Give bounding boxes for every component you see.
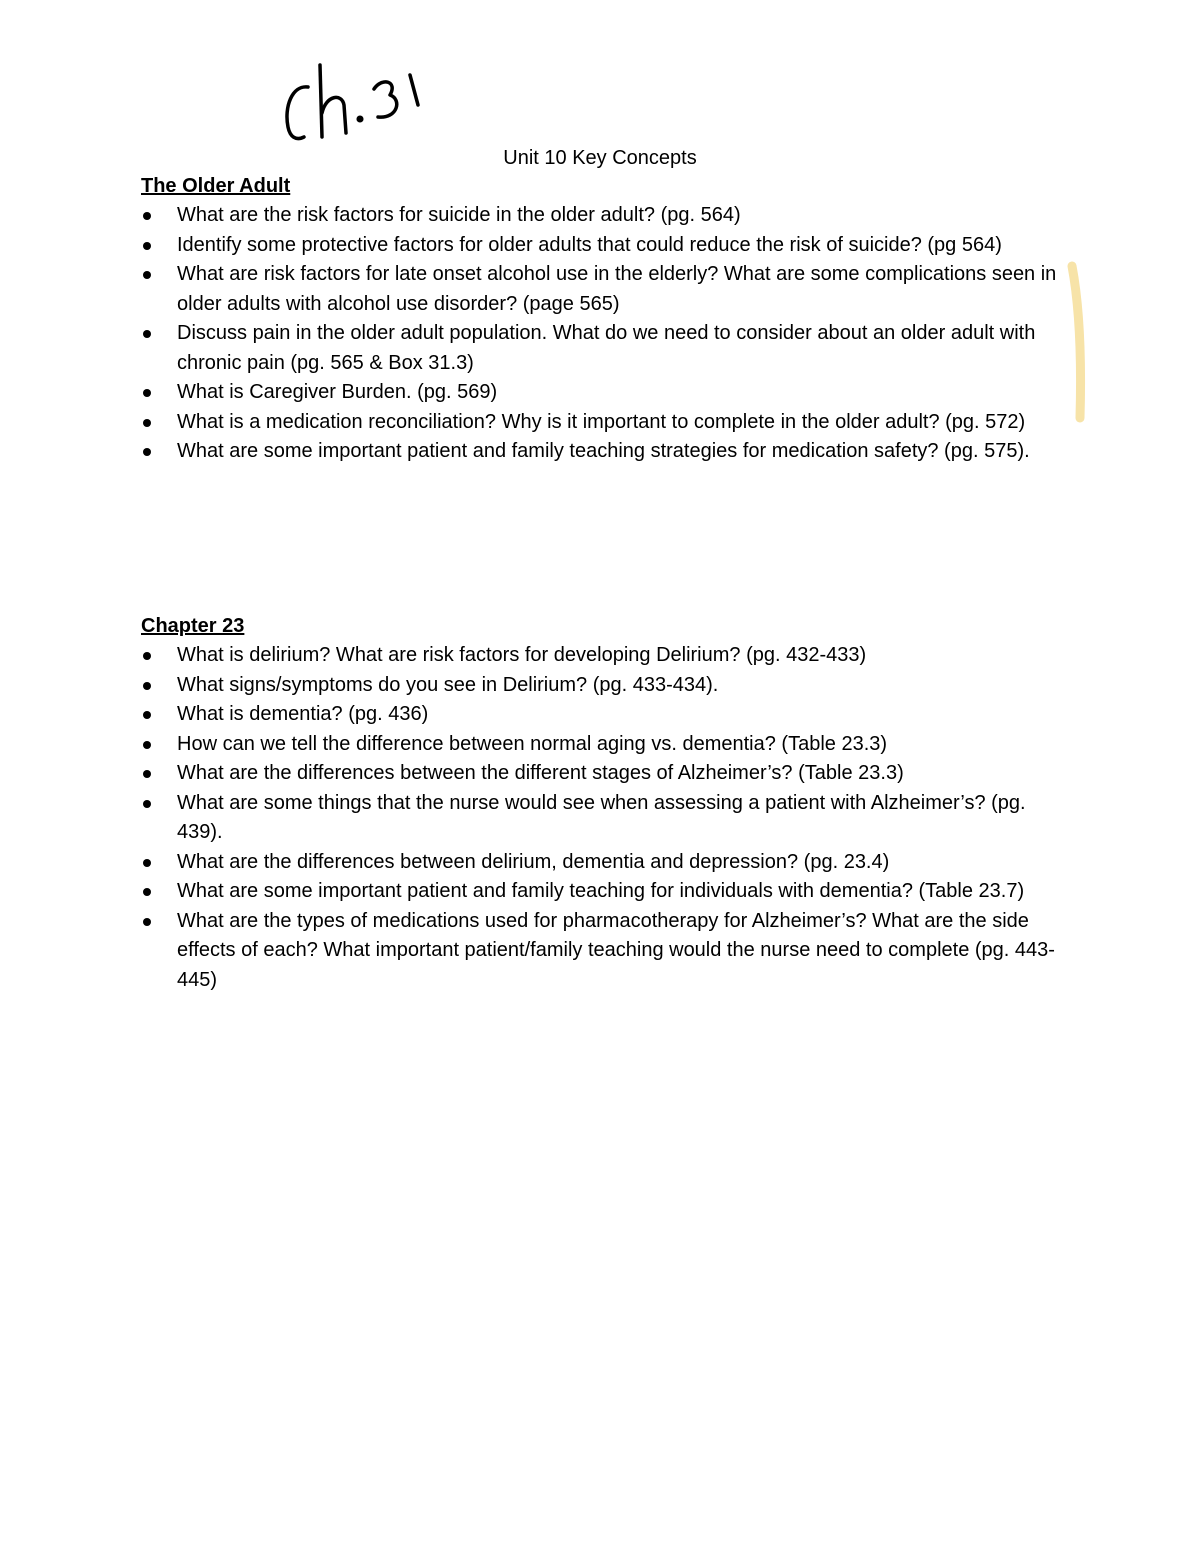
question-text: What is Caregiver Burden. (pg. 569)	[177, 381, 498, 403]
list-item	[141, 260, 1071, 319]
question-text: Discuss pain in the older adult population. What do we need to consider about an older adult with chronic pain (pg. 565 & Box 31.3)	[177, 322, 1036, 374]
list-item	[141, 201, 1071, 231]
list-item	[141, 759, 1071, 789]
bullet-icon	[143, 389, 151, 397]
question-text: What are some important patient and family teaching for individuals with dementia? (Table 23.7)	[177, 880, 1025, 902]
question-text: What are some important patient and family teaching strategies for medication safety? (pg. 575).	[177, 440, 1030, 462]
question-text: What signs/symptoms do you see in Delirium? (pg. 433-434).	[177, 673, 719, 696]
question-text: What are the differences between the different stages of Alzheimer’s? (Table 23.3)	[177, 762, 904, 784]
bullet-icon	[143, 242, 151, 250]
bullet-icon	[143, 419, 151, 427]
bullet-icon	[143, 859, 151, 867]
bullet-icon	[143, 888, 151, 896]
bullet-icon	[143, 330, 151, 338]
section-heading-older-adult: The Older Adult	[141, 175, 291, 197]
list-item	[141, 877, 1071, 907]
document-title: Unit 10 Key Concepts	[503, 147, 697, 169]
question-text: Identify some protective factors for older adults that could reduce the risk of suicide? (pg 564)	[177, 233, 1002, 256]
question-text: What is a medication reconciliation? Why is it important to complete in the older adult? (pg. 572)	[177, 410, 1026, 433]
question-text: What is delirium? What are risk factors for developing Delirium? (pg. 432-433)	[177, 644, 867, 666]
list-item	[141, 700, 1071, 730]
question-text: How can we tell the difference between normal aging vs. dementia? (Table 23.3)	[177, 732, 888, 755]
bullet-icon	[143, 271, 151, 279]
list-item	[141, 437, 1071, 467]
question-text: What are the risk factors for suicide in the older adult? (pg. 564)	[177, 204, 741, 226]
list-item	[141, 408, 1071, 438]
bullet-icon	[143, 770, 151, 778]
bullet-icon	[143, 711, 151, 719]
older-adult-question-list	[141, 201, 1071, 467]
question-text: What is dementia? (pg. 436)	[177, 703, 429, 725]
bullet-icon	[143, 800, 151, 808]
section-heading-chapter-23: Chapter 23	[141, 615, 245, 637]
question-text: What are the types of medications used for pharmacotherapy for Alzheimer’s? What are the side effects of each? What important patient/family teaching would the nurse need to complete (pg. 443-445)	[177, 909, 1055, 991]
bullet-icon	[143, 212, 151, 220]
list-item	[141, 378, 1071, 408]
bullet-icon	[143, 652, 151, 660]
bullet-icon	[143, 682, 151, 690]
list-item	[141, 231, 1071, 261]
bullet-icon	[143, 448, 151, 456]
list-item	[141, 730, 1071, 760]
chapter-23-question-list	[141, 641, 1071, 995]
bullet-icon	[143, 918, 151, 926]
list-item	[141, 671, 1071, 701]
list-item	[141, 641, 1071, 671]
question-text: What are some things that the nurse would see when assessing a patient with Alzheimer’s? (pg. 439).	[177, 791, 1026, 843]
list-item	[141, 789, 1071, 848]
handwritten-chapter-note	[270, 55, 430, 150]
question-text: What are the differences between delirium, dementia and depression? (pg. 23.4)	[177, 850, 890, 873]
list-item	[141, 319, 1071, 378]
bullet-icon	[143, 741, 151, 749]
list-item	[141, 848, 1071, 878]
list-item	[141, 907, 1071, 996]
question-text: What are risk factors for late onset alcohol use in the elderly? What are some complications seen in older adults with alcohol use disorder? (page 565)	[177, 263, 1057, 315]
